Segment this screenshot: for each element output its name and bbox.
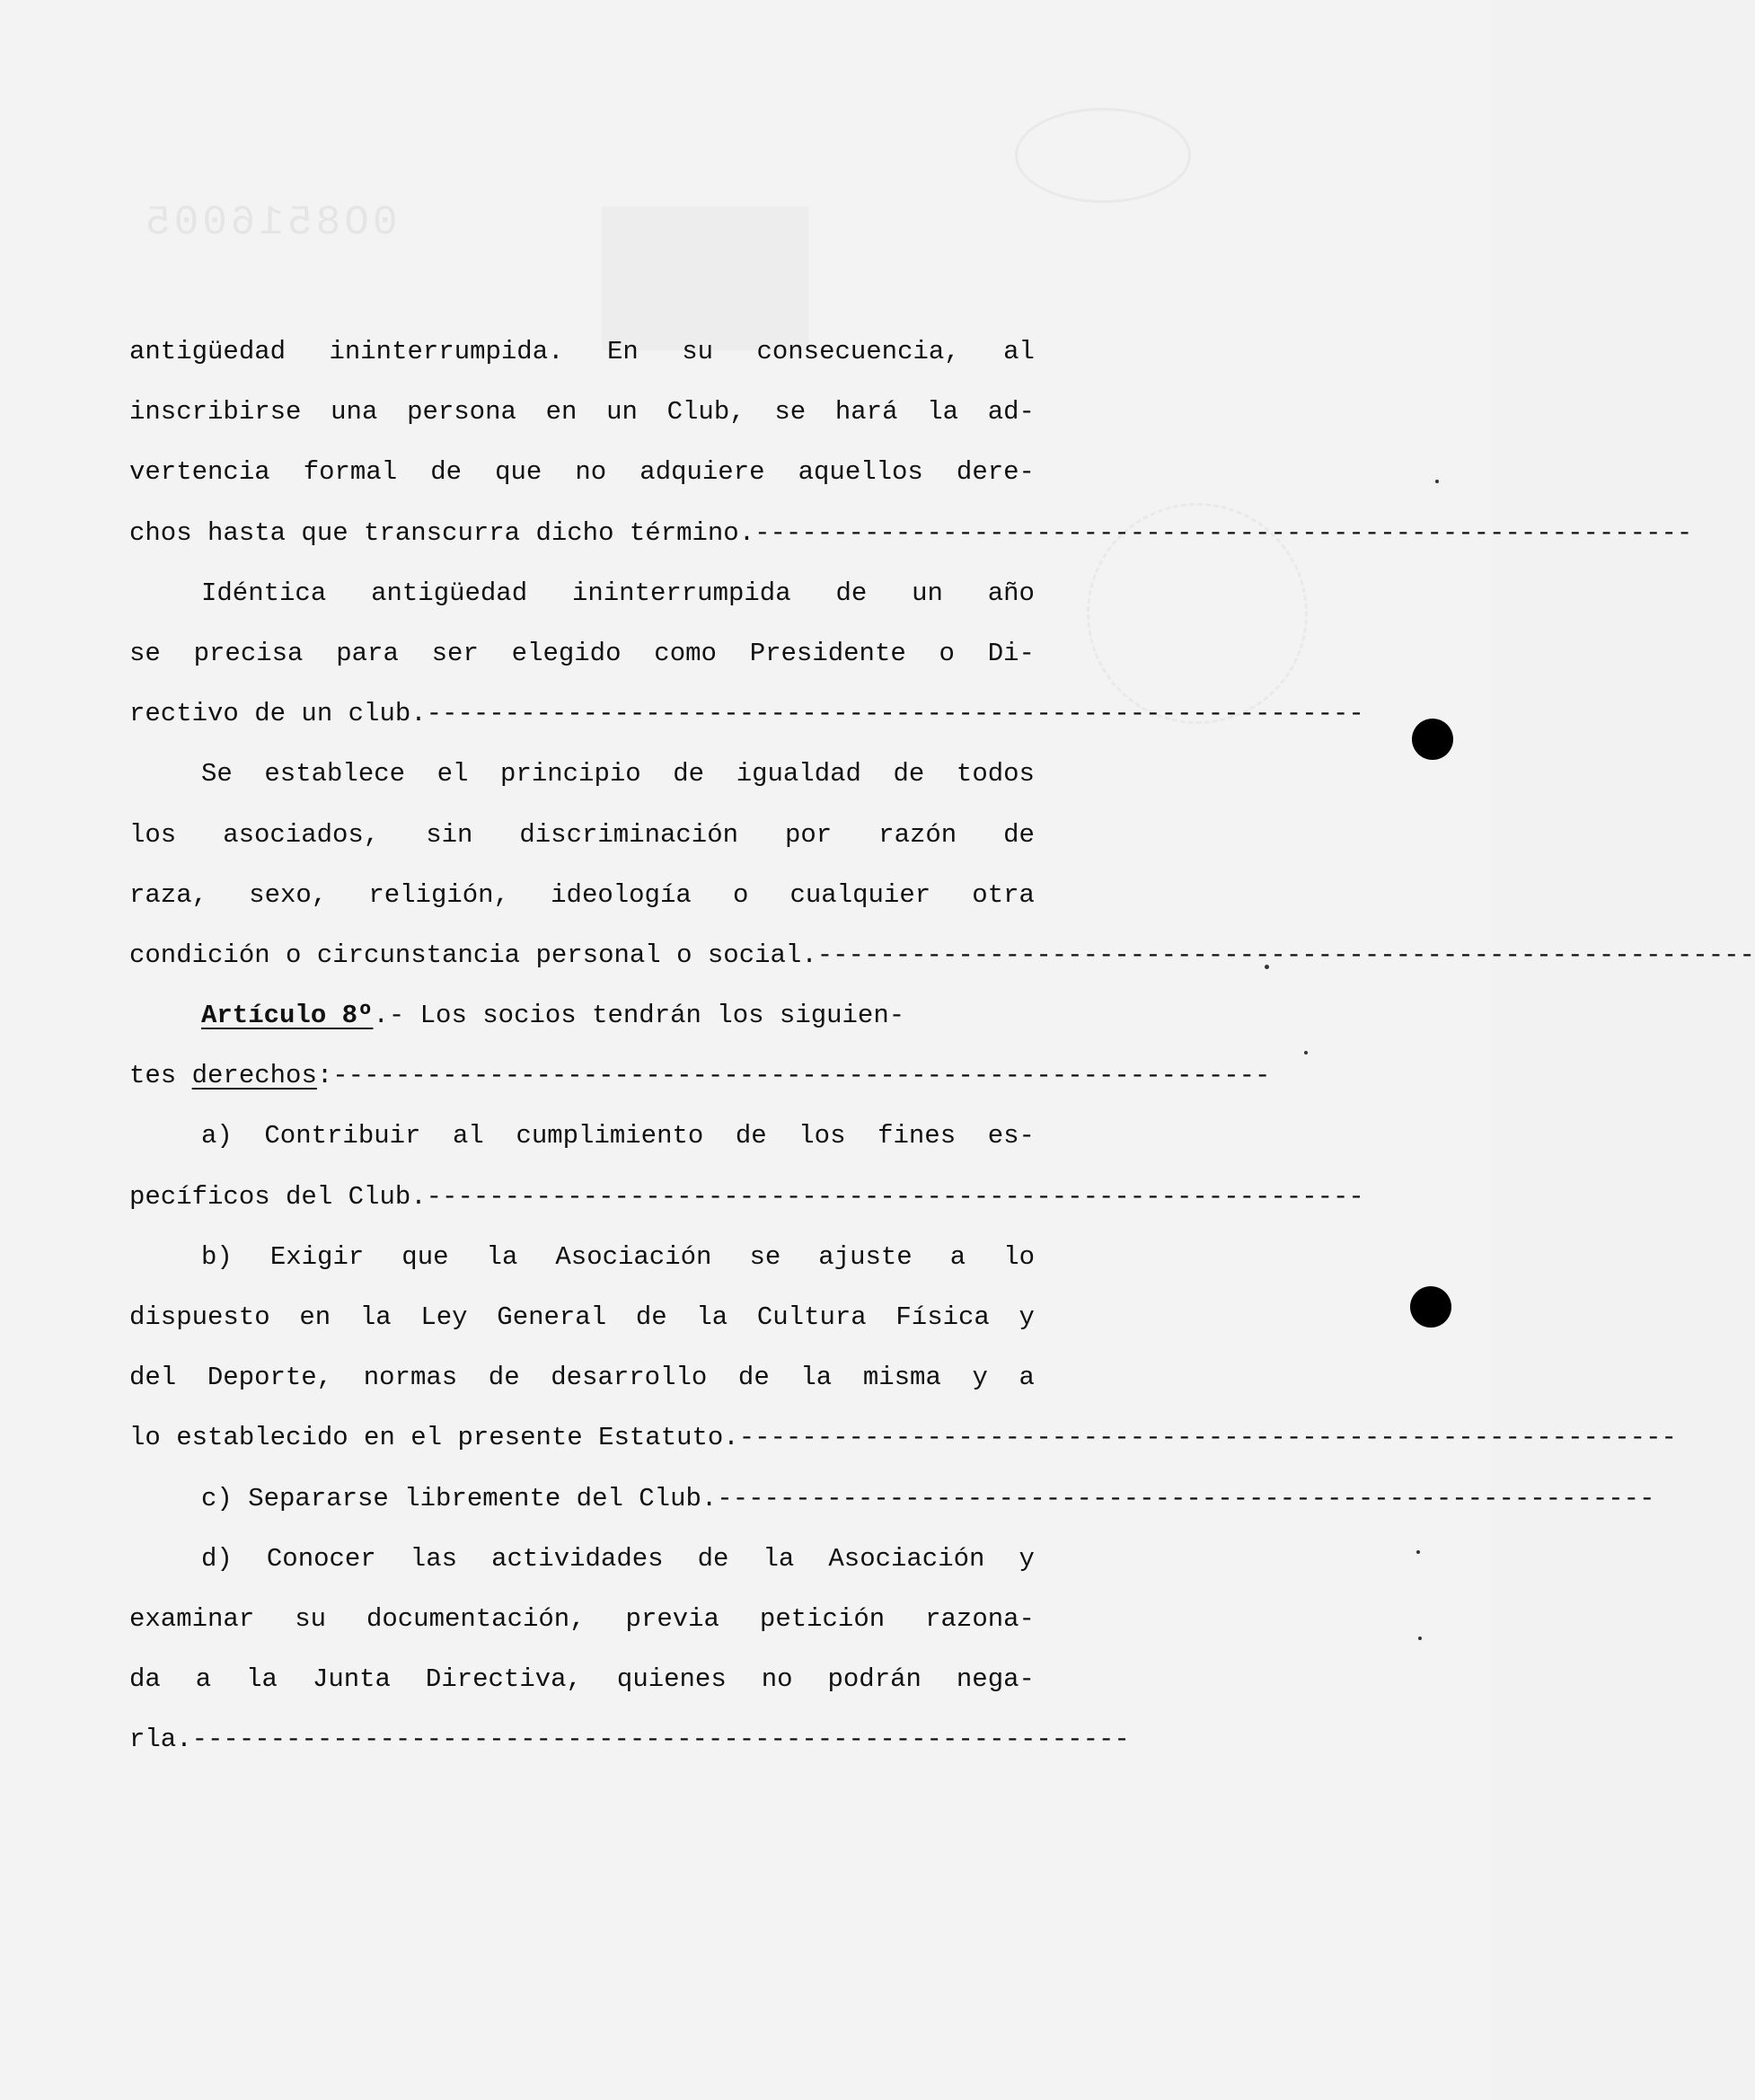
text-word: de (430, 457, 463, 488)
text-word: y (1019, 1543, 1035, 1574)
text-word: establece (264, 759, 406, 790)
dash-fill: ------------------------------------------------------------ (816, 940, 1755, 970)
punch-hole-bottom (1410, 1286, 1451, 1328)
text-word: en (545, 397, 578, 428)
text-word: la (696, 1302, 728, 1332)
text-line (129, 1347, 1035, 1407)
text-word: la (359, 1302, 392, 1332)
dash-fill: ------------------------------------------------------------ (191, 1725, 1130, 1755)
text-line (129, 744, 1035, 804)
text-word: como (654, 638, 717, 668)
text-word: Ley (420, 1302, 468, 1332)
text-line (129, 442, 1035, 502)
text-word: por (784, 819, 833, 850)
text-word: no (575, 457, 607, 488)
text-word: ad- (987, 397, 1035, 428)
text-word: previa (625, 1603, 719, 1634)
text-word: y (972, 1363, 988, 1393)
text-line (129, 805, 1035, 865)
text-word: lo (1003, 1241, 1035, 1272)
text-word: las (410, 1543, 458, 1574)
text-word: una (331, 397, 378, 428)
text-word: de (893, 759, 925, 790)
dash-fill: ------------------------------------------------------------ (754, 517, 1693, 548)
text-word: Presidente (749, 638, 906, 668)
text-line (129, 382, 1035, 442)
text-word: un (606, 397, 638, 428)
text-word: petición (759, 1603, 886, 1634)
text-line (129, 1046, 1271, 1106)
text-word: su (682, 337, 714, 366)
derechos-heading: derechos (191, 1061, 317, 1091)
text-word: examinar (129, 1603, 255, 1634)
text-word: Asociación (555, 1241, 712, 1272)
text-line (129, 1167, 1364, 1227)
text-word: General (497, 1302, 607, 1332)
text-word: la (800, 1363, 833, 1393)
text-word: precisa (193, 638, 304, 668)
text-line (129, 623, 1035, 684)
text-word: d) (201, 1543, 233, 1574)
text-word: Junta (312, 1664, 391, 1695)
punch-hole-top (1412, 719, 1453, 760)
text-word: vertencia (129, 457, 270, 488)
document-body-text (129, 322, 1755, 1770)
text-word: Conocer (266, 1543, 376, 1574)
text-line (129, 1529, 1035, 1589)
text-word: pecíficos del Club. (129, 1181, 427, 1212)
paper-speck (1418, 1637, 1422, 1640)
text-word: consecuencia, (756, 337, 960, 366)
text-word: a (949, 1241, 966, 1272)
text-word: los (129, 819, 177, 850)
text-word: o (939, 638, 955, 668)
text-word: de (735, 1121, 767, 1151)
paper-speck (1435, 480, 1439, 483)
text-word: tes (129, 1061, 192, 1091)
text-word: la (763, 1543, 795, 1574)
text-word: Se (201, 759, 233, 790)
text-word: razón (878, 819, 957, 850)
text-word: misma (862, 1363, 941, 1393)
article-heading: Artículo 8º (201, 1001, 374, 1031)
text-word: de (635, 1302, 667, 1332)
text-word: dere- (956, 457, 1035, 488)
text-word: lo establecido en el presente Estatuto. (129, 1423, 739, 1453)
text-word: nega- (956, 1664, 1035, 1695)
text-word: asociados, (223, 819, 380, 850)
text-word: ininterrumpida. (329, 337, 564, 366)
text-word: al (453, 1121, 484, 1151)
text-line (129, 1227, 1035, 1287)
text-word: año (987, 578, 1035, 608)
text-word: .- Los socios tendrán los siguien- (373, 1001, 905, 1031)
text-line (129, 1589, 1035, 1649)
text-line (129, 1287, 1035, 1347)
text-word: chos hasta que transcurra dicho término. (129, 517, 755, 548)
text-line (129, 925, 1755, 985)
text-word: al (1003, 337, 1035, 366)
text-word: de (488, 1363, 520, 1393)
text-word: antigüedad (371, 578, 528, 608)
text-word: rla. (129, 1725, 192, 1755)
text-word: Idéntica (201, 578, 327, 608)
text-word: Deporte, (207, 1363, 333, 1393)
text-word: podrán (827, 1664, 922, 1695)
text-word: dispuesto (129, 1302, 270, 1332)
text-line (129, 865, 1035, 925)
dash-fill: ------------------------------------------------------------ (717, 1483, 1655, 1513)
text-word: es- (987, 1121, 1035, 1151)
text-word: a (195, 1664, 212, 1695)
text-word: o (732, 879, 749, 910)
text-word: cualquier (789, 879, 931, 910)
text-word: del (129, 1363, 177, 1393)
text-word: En (606, 337, 639, 366)
text-word: quienes (616, 1664, 727, 1695)
text-word: hará (834, 397, 898, 428)
text-line (129, 1469, 1655, 1529)
text-word: que (495, 457, 542, 488)
text-word: ininterrumpida (571, 578, 791, 608)
text-word: se (129, 638, 161, 668)
text-line (129, 1709, 1130, 1769)
dash-fill: ------------------------------------------------------------ (332, 1061, 1271, 1091)
text-word: religión, (368, 879, 509, 910)
text-word: Asociación (828, 1543, 985, 1574)
text-word: : (316, 1061, 333, 1091)
text-word: de (673, 759, 705, 790)
text-word: Club, (666, 397, 745, 428)
text-word: Contribuir (264, 1121, 421, 1151)
text-word: de (737, 1363, 770, 1393)
text-word: antigüedad (129, 337, 287, 366)
text-line (129, 1106, 1035, 1166)
text-word: rectivo de un club. (129, 699, 427, 729)
text-line (129, 322, 1035, 382)
text-word: adquiere (639, 457, 765, 488)
text-word: igualdad (736, 759, 861, 790)
text-word: la (927, 397, 958, 428)
text-word: el (437, 759, 469, 790)
text-word: no (761, 1664, 793, 1695)
text-word: los (798, 1121, 846, 1151)
text-word: sexo, (249, 879, 328, 910)
text-word: un (912, 578, 943, 608)
text-word: inscribirse (129, 397, 302, 428)
text-word: de (1003, 819, 1035, 850)
text-word: la (246, 1664, 278, 1695)
text-word: Exigir (269, 1241, 365, 1272)
text-word: otra (972, 879, 1035, 910)
text-word: para (336, 638, 399, 668)
text-word: condición o circunstancia personal o social. (129, 940, 817, 970)
dash-fill: ------------------------------------------------------------ (426, 1181, 1364, 1212)
text-word: aquellos (798, 457, 923, 488)
text-word: cumplimiento (516, 1121, 704, 1151)
text-word: se (774, 397, 807, 428)
dash-fill: ------------------------------------------------------------ (738, 1423, 1677, 1453)
text-word: de (697, 1543, 729, 1574)
text-word: y (1019, 1302, 1035, 1332)
text-word: Cultura (756, 1302, 867, 1332)
text-word: razona- (925, 1603, 1035, 1634)
text-word: principio (500, 759, 641, 790)
text-word: desarrollo (551, 1363, 708, 1393)
text-line (129, 1407, 1677, 1468)
text-word: da (129, 1664, 161, 1695)
text-word: persona (407, 397, 516, 428)
text-word: c) Separarse libremente del Club. (201, 1483, 718, 1513)
text-line (129, 503, 1693, 563)
text-word: discriminación (519, 819, 739, 850)
text-line (129, 985, 1035, 1046)
text-word: ajuste (818, 1241, 913, 1272)
text-word: todos (956, 759, 1035, 790)
text-word: b) (201, 1241, 233, 1272)
text-word: documentación, (366, 1603, 586, 1634)
text-word: a) (201, 1121, 233, 1151)
text-word: Directiva, (425, 1664, 582, 1695)
text-word: de (835, 578, 868, 608)
text-word: ser (431, 638, 479, 668)
text-word: ideología (551, 879, 692, 910)
text-word: normas (363, 1363, 458, 1393)
text-word: raza, (129, 879, 208, 910)
paper-speck (1416, 1550, 1420, 1554)
text-word: Física (895, 1302, 990, 1332)
text-word: que (401, 1241, 449, 1272)
text-word: se (749, 1241, 781, 1272)
text-line (129, 1649, 1035, 1709)
dash-fill: ------------------------------------------------------------ (426, 699, 1364, 729)
paper-speck (1304, 1051, 1308, 1054)
text-word: la (486, 1241, 518, 1272)
text-word: sin (426, 819, 473, 850)
watermark-serial-number: 0O8516005 (142, 199, 398, 246)
text-word: actividades (491, 1543, 664, 1574)
text-line (129, 684, 1364, 744)
text-word: formal (303, 457, 398, 488)
text-word: su (295, 1603, 326, 1634)
text-word: fines (878, 1121, 957, 1151)
text-word: elegido (511, 638, 622, 668)
text-line (129, 563, 1035, 623)
text-word: a (1019, 1363, 1035, 1393)
text-word: en (299, 1302, 331, 1332)
text-word: Di- (987, 638, 1035, 668)
watermark-stamp-oval (1015, 108, 1191, 203)
